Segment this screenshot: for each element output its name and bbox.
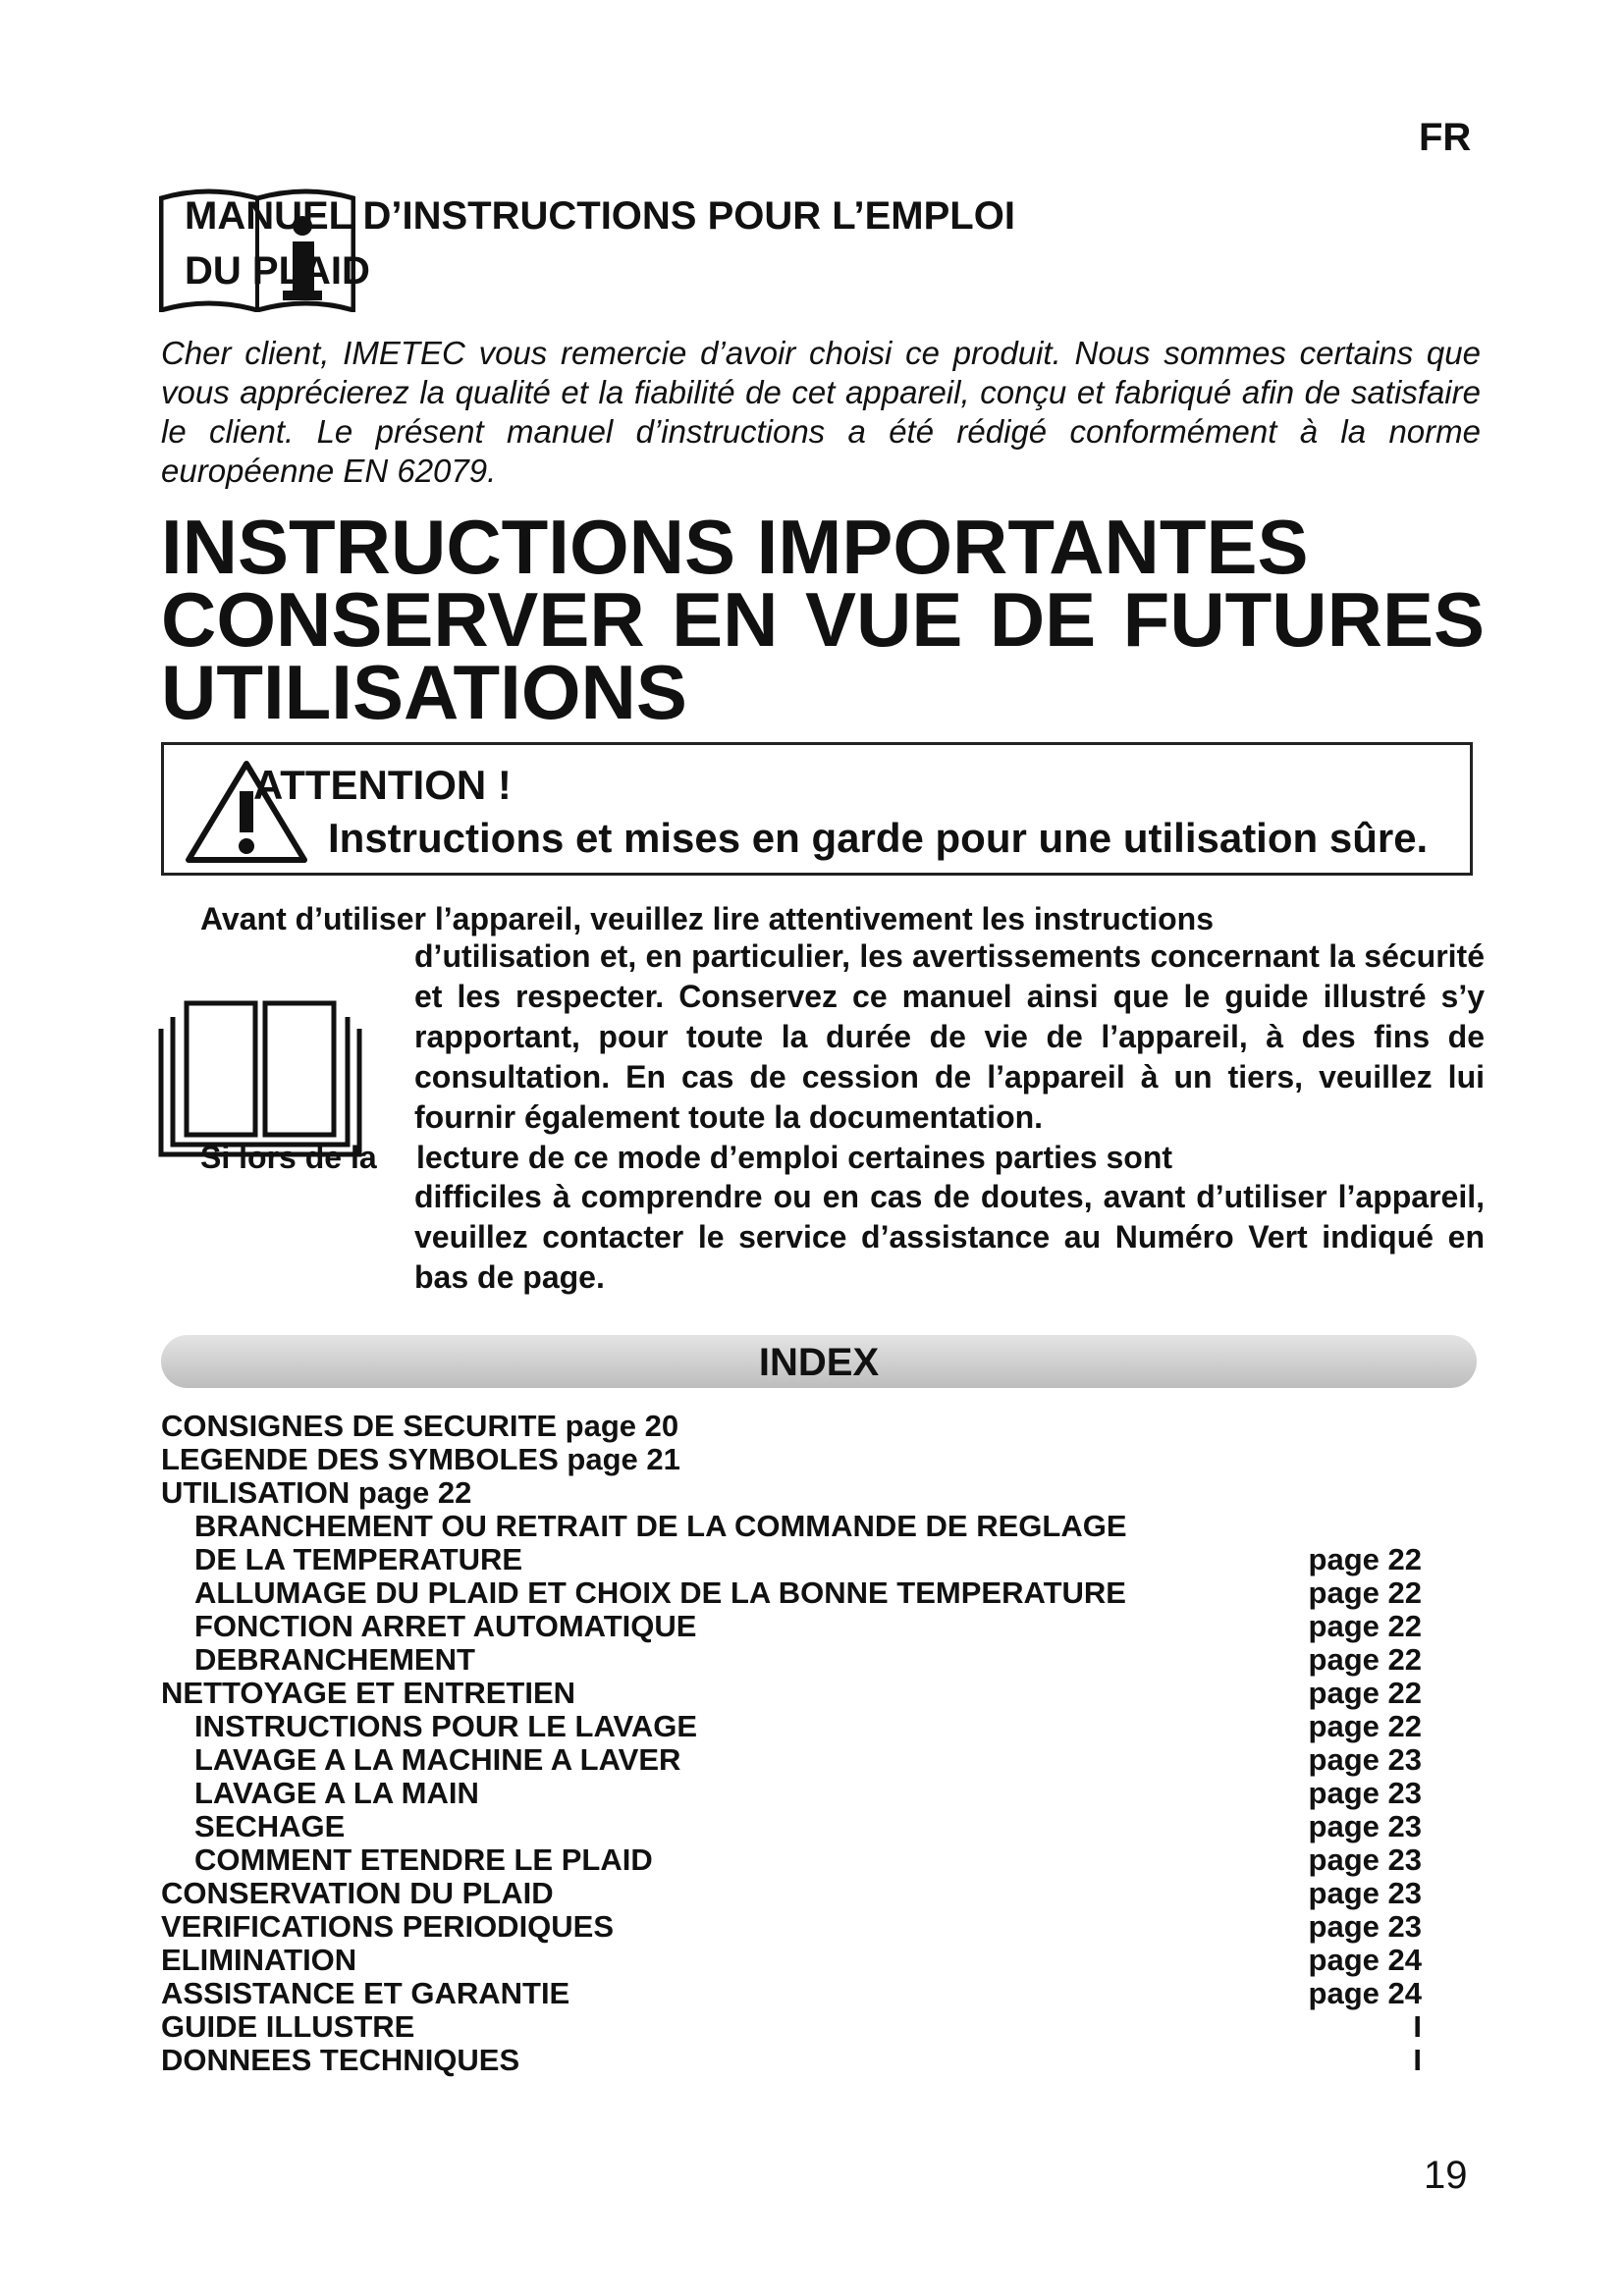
- attention-title: ATTENTION !: [253, 762, 512, 808]
- toc-entry-title: GUIDE ILLUSTRE: [161, 2009, 415, 2044]
- toc-entry: [161, 1977, 1437, 2010]
- heading-line2: CONSERVER EN VUE DE FUTURES: [161, 576, 1485, 663]
- toc-entry-title: COMMENT ETENDRE LE PLAID: [194, 1842, 653, 1877]
- toc-entry: [161, 2044, 1437, 2077]
- toc-entry-title: DE LA TEMPERATURE: [194, 1542, 523, 1576]
- manual-title: [185, 188, 1015, 298]
- toc-entry-page: page 23: [1308, 1876, 1422, 1910]
- toc-entry-title: INSTRUCTIONS POUR LE LAVAGE: [194, 1709, 698, 1743]
- toc-entry-title: NETTOYAGE ET ENTRETIEN: [161, 1676, 576, 1710]
- toc-entry-page: I: [1413, 2009, 1422, 2044]
- toc-entry: [161, 1443, 1437, 1476]
- toc-entry: [161, 1677, 1437, 1710]
- toc-entry-title: UTILISATION page 22: [161, 1475, 472, 1510]
- toc-entry: [161, 1743, 1437, 1777]
- toc-entry-page: page 22: [1308, 1709, 1422, 1743]
- toc-entry: [161, 1910, 1437, 1944]
- toc-entry: [161, 1476, 1437, 1510]
- toc-entry-title: ASSISTANCE ET GARANTIE: [161, 1976, 570, 2010]
- toc-entry-page: page 22: [1308, 1575, 1422, 1610]
- table-of-contents: [161, 1410, 1437, 2077]
- heading-line3: UTILISATIONS: [161, 649, 687, 735]
- toc-entry: [161, 1710, 1437, 1743]
- read-manual-book-icon: [157, 999, 363, 1158]
- toc-entry: [161, 2010, 1437, 2044]
- toc-entry: [161, 1576, 1437, 1610]
- toc-entry-page: page 22: [1308, 1676, 1422, 1710]
- toc-entry-title: BRANCHEMENT OU RETRAIT DE LA COMMANDE DE REGLAGE: [194, 1509, 1127, 1543]
- toc-entry-page: page 23: [1308, 1909, 1422, 1944]
- toc-entry-title: CONSIGNES DE SECURITE page 20: [161, 1409, 679, 1443]
- toc-entry-title: FONCTION ARRET AUTOMATIQUE: [194, 1609, 697, 1643]
- reading-paragraph1: d’utilisation et, en particulier, les avertissements concernant la sécurité et les respecter. Conservez ce manuel ainsi que le guide illustré s’y rapportant, pour toute la durée de vie de l’appareil, à des fins de consultation. En cas de cession de l’appareil à un tiers, veuillez lui fournir également toute la documentation.: [414, 938, 1485, 1135]
- toc-entry-title: ALLUMAGE DU PLAID ET CHOIX DE LA BONNE TEMPERATURE: [194, 1575, 1126, 1610]
- toc-entry: [161, 1410, 1437, 1443]
- toc-entry: [161, 1843, 1437, 1877]
- reading-paragraph2: difficiles à comprendre ou en cas de doutes, avant d’utiliser l’appareil, veuillez contacter le service d’assistance au Numéro Vert indiqué en bas de page.: [414, 1179, 1485, 1295]
- toc-entry-page: page 24: [1308, 1976, 1422, 2010]
- toc-entry: [161, 1877, 1437, 1910]
- toc-entry-title: LAVAGE A LA MACHINE A LAVER: [194, 1742, 681, 1777]
- toc-entry-page: page 23: [1308, 1776, 1422, 1810]
- toc-entry-title: CONSERVATION DU PLAID: [161, 1876, 554, 1910]
- intro-paragraph: Cher client, IMETEC vous remercie d’avoir choisi ce produit. Nous sommes certains que vous apprécierez la qualité et la fiabilité de cet appareil, conçu et fabriqué afin de satisfaire le client. Le présent manuel d’instructions a été rédigé conformément à la norme européenne EN 62079.: [161, 335, 1481, 489]
- heading-line1: INSTRUCTIONS IMPORTANTES: [161, 504, 1309, 590]
- toc-entry: [161, 1510, 1437, 1543]
- index-title: INDEX: [758, 1341, 880, 1384]
- important-instructions-heading: [161, 504, 1485, 735]
- toc-entry-page: page 23: [1308, 1742, 1422, 1777]
- toc-entry-title: SECHAGE: [194, 1809, 346, 1843]
- toc-entry: [161, 1643, 1437, 1677]
- manual-title-line2: DU PLAID: [185, 249, 370, 293]
- toc-entry-page: page 22: [1308, 1542, 1422, 1576]
- toc-entry: [161, 1810, 1437, 1843]
- toc-entry-title: LAVAGE A LA MAIN: [194, 1776, 479, 1810]
- toc-entry-page: page 22: [1308, 1609, 1422, 1643]
- manual-title-line1: MANUEL D’INSTRUCTIONS POUR L’EMPLOI: [185, 194, 1015, 238]
- toc-entry-page: page 22: [1308, 1642, 1422, 1677]
- reading-paragraph1-first-line: Avant d’utiliser l’appareil, veuillez lire attentivement les instructions: [200, 901, 1214, 936]
- toc-entry: [161, 1543, 1437, 1576]
- page-number: 19: [1424, 2154, 1468, 2197]
- reading-paragraph2-first-line: lecture de ce mode d’emploi certaines parties sont: [416, 1140, 1173, 1175]
- toc-entry-title: VERIFICATIONS PERIODIQUES: [161, 1909, 615, 1944]
- toc-entry-page: page 23: [1308, 1809, 1422, 1843]
- toc-entry-title: DONNEES TECHNIQUES: [161, 2043, 520, 2077]
- toc-entry-page: page 23: [1308, 1842, 1422, 1877]
- reading-paragraph2-lead: Si lors de la: [200, 1140, 377, 1175]
- toc-entry-title: DEBRANCHEMENT: [194, 1642, 475, 1677]
- toc-entry-page: page 24: [1308, 1943, 1422, 1977]
- attention-subtitle: Instructions et mises en garde pour une utilisation sûre.: [328, 815, 1429, 861]
- toc-entry-page: I: [1413, 2043, 1422, 2077]
- toc-entry-title: LEGENDE DES SYMBOLES page 21: [161, 1442, 680, 1476]
- toc-entry: [161, 1777, 1437, 1810]
- toc-entry-title: ELIMINATION: [161, 1943, 357, 1977]
- language-code: FR: [1419, 116, 1472, 159]
- toc-entry: [161, 1610, 1437, 1643]
- toc-entry: [161, 1944, 1437, 1977]
